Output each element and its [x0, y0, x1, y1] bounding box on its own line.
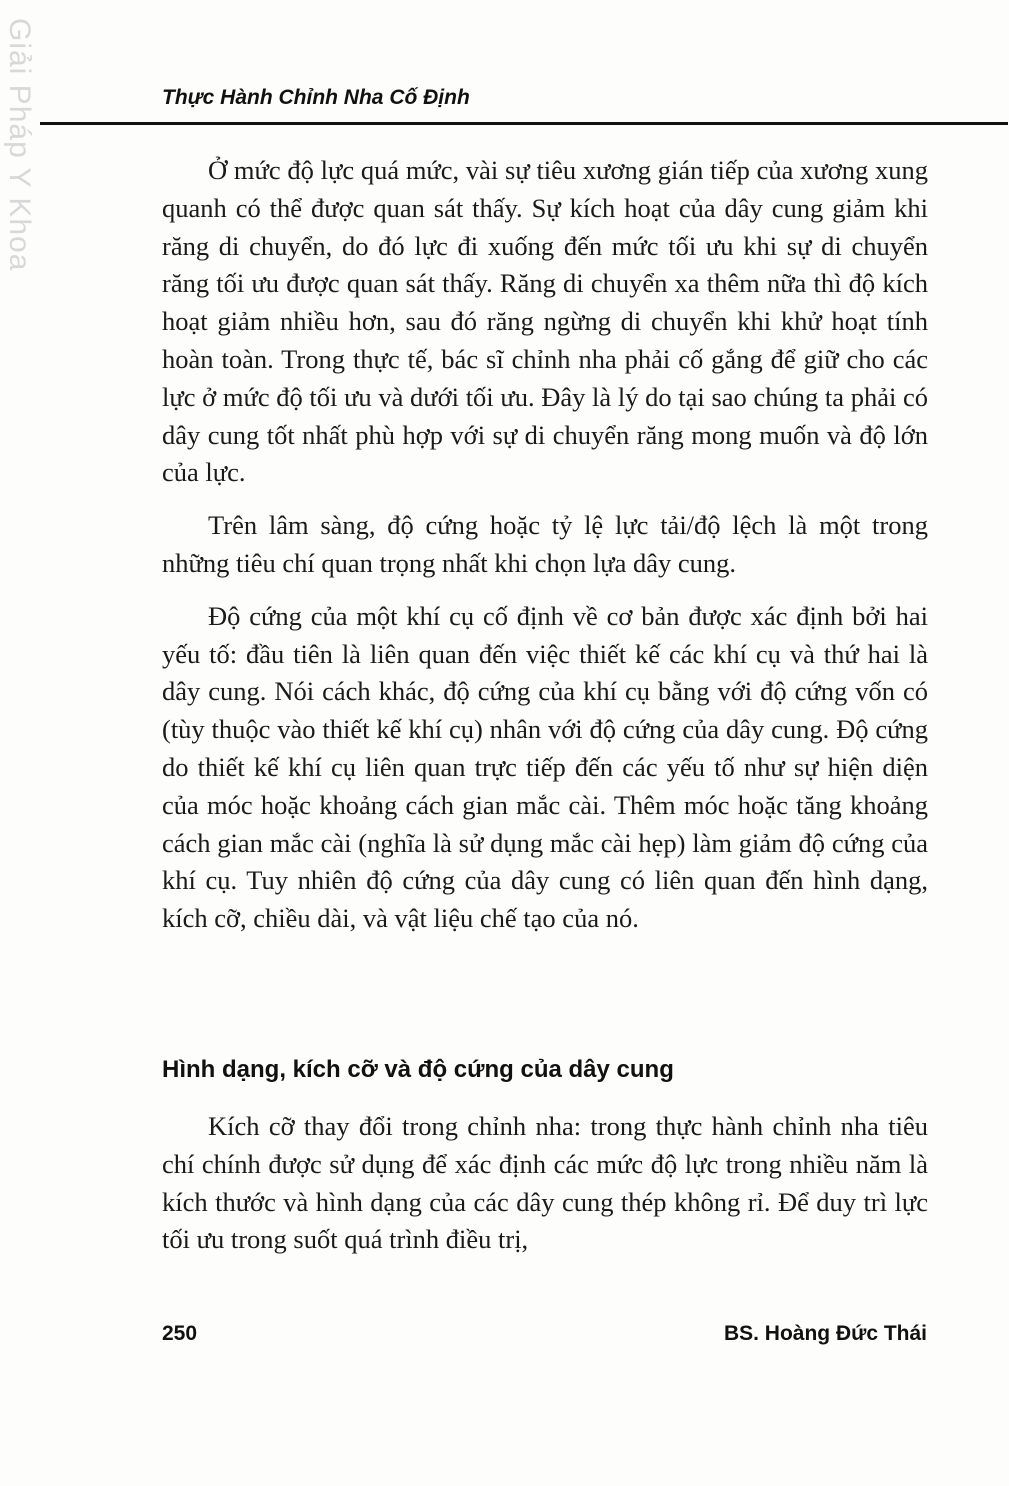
header-rule — [40, 122, 1008, 125]
watermark: Giải Pháp Y Khoa — [3, 18, 36, 272]
section-text — [162, 1108, 928, 1259]
paragraph: Độ cứng của một khí cụ cố định về cơ bản được xác định bởi hai yếu tố: đầu tiên là liên quan đến việc thiết kế các khí cụ và thứ hai là dây cung. Nói cách khác, độ cứng của khí cụ bằng với độ cứng vốn có (tùy thuộc vào thiết kế khí cụ) nhân với độ cứng của dây cung. Độ cứng do thiết kế khí cụ liên quan trực tiếp đến các yếu tố như sự hiện diện của móc hoặc khoảng cách gian mắc cài. Thêm móc hoặc tăng khoảng cách gian mắc cài (nghĩa là sử dụng mắc cài hẹp) làm giảm độ cứng của khí cụ. Tuy nhiên độ cứng của dây cung có liên quan đến hình dạng, kích cỡ, chiều dài, và vật liệu chế tạo của nó. — [162, 600, 928, 934]
paragraph: Kích cỡ thay đổi trong chỉnh nha: trong thực hành chỉnh nha tiêu chí chính được sử dụng để xác định các mức độ lực trong nhiều năm là kích thước và hình dạng của các dây cung thép không rỉ. Để duy trì lực tối ưu trong suốt quá trình điều trị, — [162, 1111, 928, 1255]
section-heading: Hình dạng, kích cỡ và độ cứng của dây cung — [162, 1056, 674, 1083]
running-head: Thực Hành Chỉnh Nha Cố Định — [162, 86, 470, 109]
paragraph: Ở mức độ lực quá mức, vài sự tiêu xương gián tiếp của xương xung quanh có thể được quan sát thấy. Sự kích hoạt của dây cung giảm khi răng di chuyển, do đó lực đi xuống đến mức tối ưu khi sự di chuyển răng tối ưu được quan sát thấy. Răng di chuyển xa thêm nữa thì độ kích hoạt giảm nhiều hơn, sau đó răng ngừng di chuyển khi khử hoạt tính hoàn toàn. Trong thực tế, bác sĩ chỉnh nha phải cố gắng để giữ cho các lực ở mức độ tối ưu và dưới tối ưu. Đây là lý do tại sao chúng ta phải có dây cung tốt nhất phù hợp với sự di chuyển răng mong muốn và độ lớn của lực. — [162, 155, 928, 488]
main-text — [162, 152, 928, 938]
paragraph: Trên lâm sàng, độ cứng hoặc tỷ lệ lực tải/độ lệch là một trong những tiêu chí quan trọng nhất khi chọn lựa dây cung. — [162, 510, 928, 578]
footer-author: BS. Hoàng Đức Thái — [723, 1322, 927, 1345]
page-number: 250 — [162, 1322, 198, 1345]
